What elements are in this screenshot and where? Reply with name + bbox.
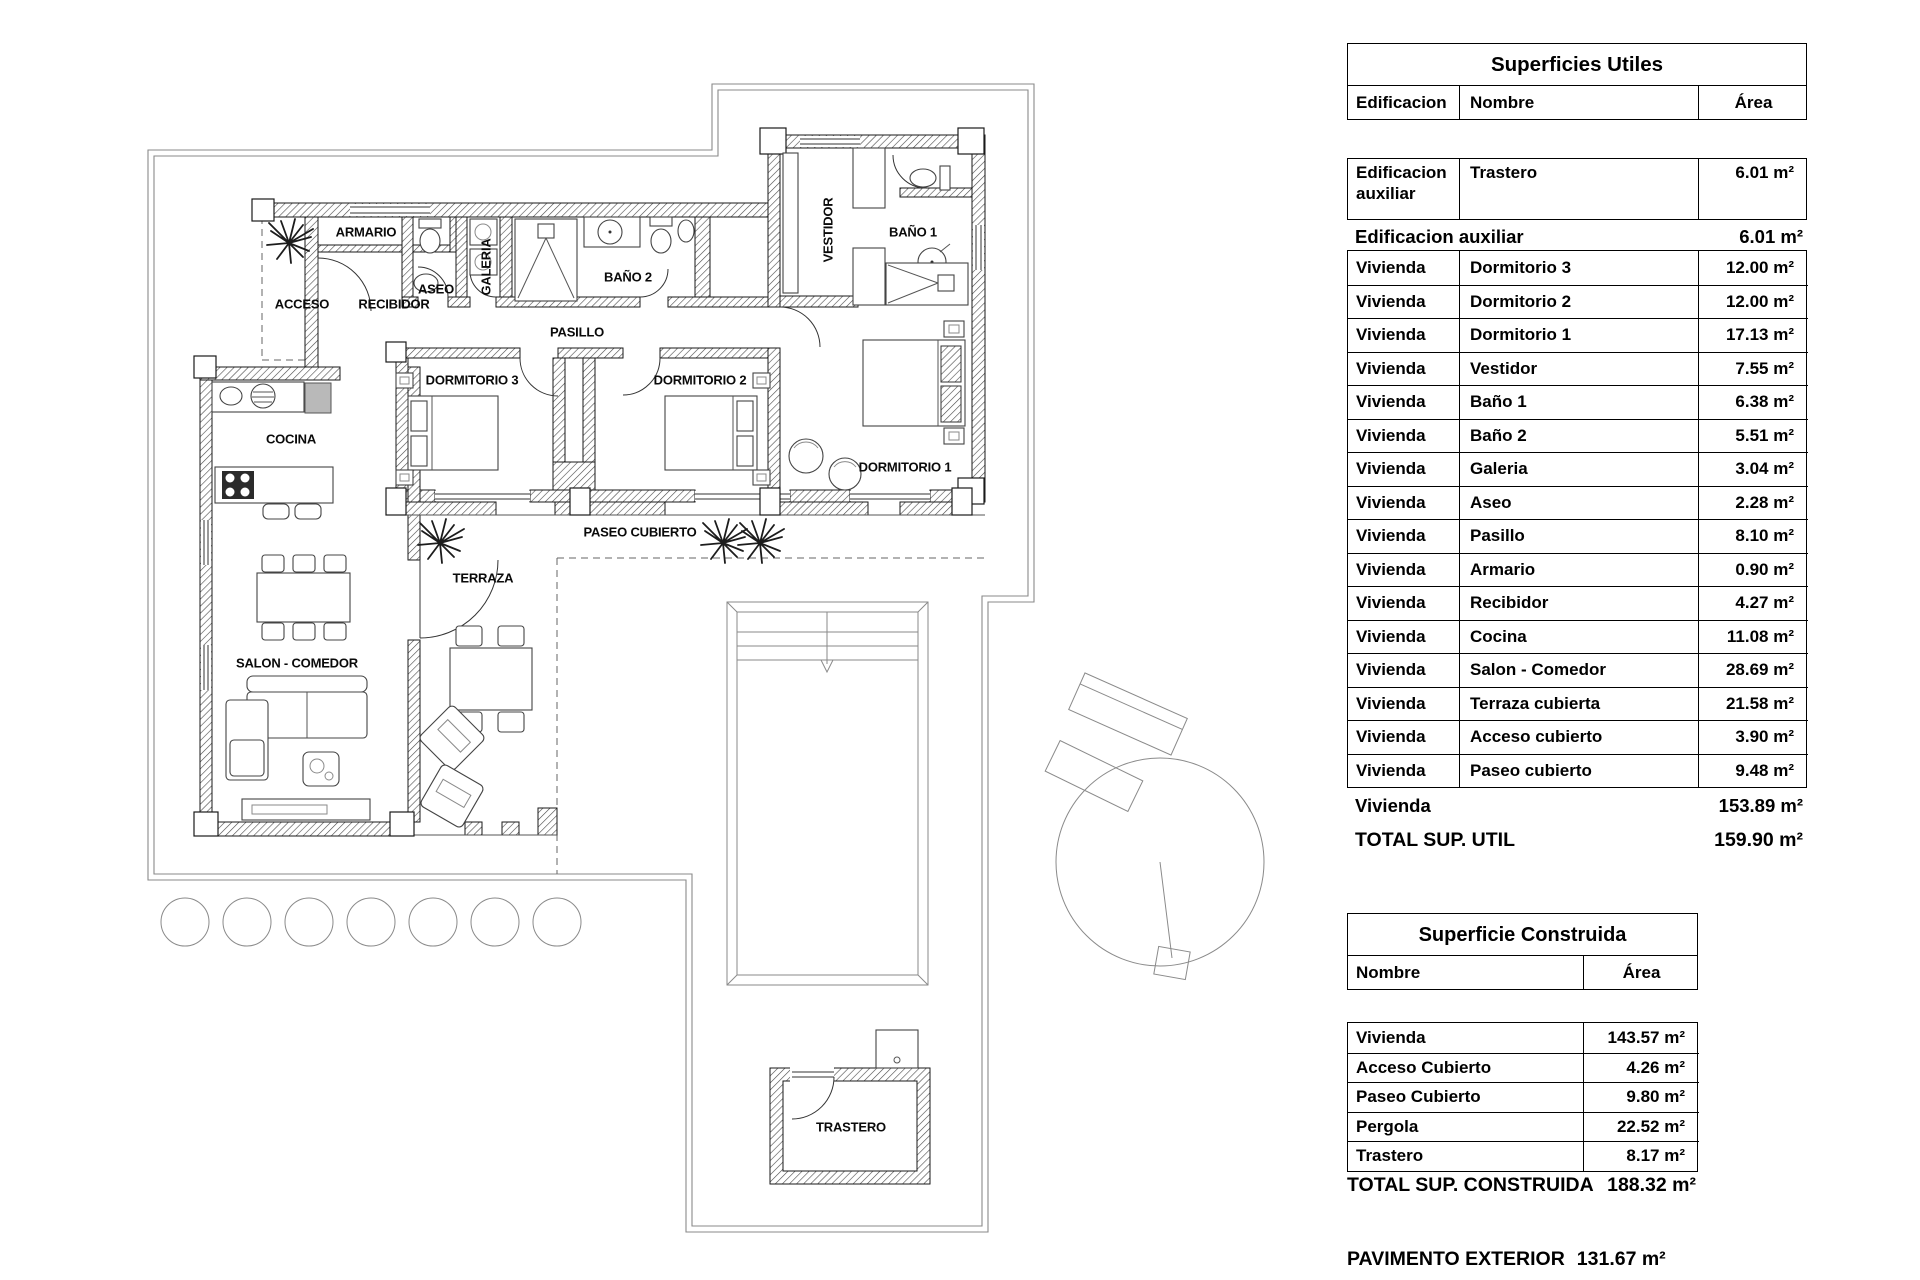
room-label-terraza: TERRAZA (452, 570, 514, 586)
row-nombre-cell: Aseo (1460, 486, 1699, 520)
room-label-recibidor: RECIBIDOR (358, 296, 430, 312)
trastero-building (770, 1030, 930, 1184)
landscaping-circles (161, 898, 581, 946)
row-area-cell: 5.51 m² (1699, 419, 1808, 453)
room-label-vestidor: VESTIDOR (820, 197, 836, 263)
row-edificacion-cell: Vivienda (1348, 486, 1460, 520)
total-sup-util-row (1347, 824, 1807, 856)
aux-building-row (1347, 158, 1807, 220)
row-area-cell: 8.10 m² (1699, 519, 1808, 553)
row-area-cell: 0.90 m² (1699, 553, 1808, 587)
total-sup-construida-area: 188.32 m² (1607, 1174, 1696, 1196)
row-nombre-cell: Baño 1 (1460, 385, 1699, 419)
column-header-edificacion: Edificacion (1348, 86, 1460, 119)
kitchen-furniture (212, 382, 333, 519)
aux-summary-label: Edificacion auxiliar (1355, 226, 1524, 247)
row-area-cell: 28.69 m² (1699, 653, 1808, 687)
pavimento-exterior-row (1347, 1248, 1666, 1271)
row-area-cell: 2.28 m² (1699, 486, 1808, 520)
room-label-bano2: BAÑO 2 (604, 269, 652, 285)
row-nombre-cell: Armario (1460, 553, 1699, 587)
room-label-acceso: ACCESO (274, 296, 330, 312)
room-label-pasillo: PASILLO (550, 324, 604, 340)
superficie-construida-table (1347, 913, 1698, 990)
construida-nombre-cell: Pergola (1348, 1112, 1584, 1142)
row-nombre-cell: Recibidor (1460, 586, 1699, 620)
row-edificacion-cell: Vivienda (1348, 653, 1460, 687)
row-edificacion-cell: Vivienda (1348, 553, 1460, 587)
room-label-trastero: TRASTERO (816, 1119, 886, 1135)
row-area-cell: 11.08 m² (1699, 620, 1808, 654)
construida-rows-table (1347, 1022, 1698, 1172)
row-edificacion-cell: Vivienda (1348, 419, 1460, 453)
room-label-paseo-cubierto: PASEO CUBIERTO (583, 524, 697, 540)
room-label-aseo: ASEO (417, 281, 455, 297)
pergola-parasol (1045, 673, 1264, 980)
construida-nombre-cell: Acceso Cubierto (1348, 1053, 1584, 1083)
row-edificacion-cell: Vivienda (1348, 586, 1460, 620)
total-sup-util-label: TOTAL SUP. UTIL (1355, 828, 1515, 851)
construida-area-cell: 9.80 m² (1584, 1082, 1699, 1112)
column-header-nombre: Nombre (1460, 86, 1699, 119)
pavimento-exterior-label: PAVIMENTO EXTERIOR (1347, 1248, 1565, 1270)
total-sup-util-area: 159.90 m² (1714, 828, 1803, 851)
row-edificacion-cell: Vivienda (1348, 318, 1460, 352)
aux-edificacion-cell: Edificacion auxiliar (1348, 159, 1460, 219)
zone-dashed-lines (262, 217, 985, 874)
room-label-galeria: GALERIA (478, 238, 494, 296)
row-area-cell: 3.04 m² (1699, 452, 1808, 486)
construida-area-cell: 143.57 m² (1607, 1027, 1685, 1047)
construida-area-cell: 22.52 m² (1584, 1112, 1699, 1142)
row-edificacion-cell: Vivienda (1348, 352, 1460, 386)
superficies-utiles-table (1347, 43, 1807, 120)
aux-summary-row (1347, 224, 1807, 250)
swimming-pool (727, 602, 928, 985)
row-nombre-cell: Salon - Comedor (1460, 653, 1699, 687)
room-label-dormitorio3: DORMITORIO 3 (425, 372, 519, 388)
superficies-utiles-title: Superficies Utiles (1348, 44, 1806, 86)
row-edificacion-cell: Vivienda (1348, 452, 1460, 486)
total-sup-construida-label: TOTAL SUP. CONSTRUIDA (1347, 1174, 1594, 1196)
row-nombre-cell: Paseo cubierto (1460, 754, 1699, 788)
row-edificacion-cell: Vivienda (1348, 519, 1460, 553)
row-nombre-cell: Dormitorio 2 (1460, 285, 1699, 319)
row-area-cell: 12.00 m² (1725, 257, 1794, 277)
room-label-armario: ARMARIO (335, 224, 397, 240)
row-edificacion-cell: Vivienda (1348, 620, 1460, 654)
row-edificacion-cell: Vivienda (1348, 251, 1460, 285)
construida-column-nombre: Nombre (1348, 956, 1584, 989)
row-edificacion-cell: Vivienda (1348, 720, 1460, 754)
aux-nombre-cell: Trastero (1460, 159, 1699, 219)
row-nombre-cell: Cocina (1460, 620, 1699, 654)
row-edificacion-cell: Vivienda (1348, 687, 1460, 721)
row-area-cell: 17.13 m² (1699, 318, 1808, 352)
row-edificacion-cell: Vivienda (1348, 754, 1460, 788)
construida-nombre-cell: Paseo Cubierto (1348, 1082, 1584, 1112)
column-header-area: Área (1734, 92, 1773, 112)
aux-summary-area: 6.01 m² (1739, 226, 1803, 247)
pavimento-exterior-area: 131.67 m² (1576, 1248, 1666, 1270)
room-label-dormitorio2: DORMITORIO 2 (653, 372, 747, 388)
room-label-bano1: BAÑO 1 (889, 224, 937, 240)
room-label-dormitorio1: DORMITORIO 1 (858, 459, 952, 475)
vivienda-rows-table (1347, 250, 1807, 788)
row-area-cell: 12.00 m² (1699, 285, 1808, 319)
superficie-construida-title: Superficie Construida (1348, 914, 1697, 956)
vivienda-summary-area: 153.89 m² (1718, 795, 1803, 816)
aux-area-cell: 6.01 m² (1735, 163, 1794, 182)
room-label-salon: SALON - COMEDOR (236, 655, 358, 671)
row-area-cell: 6.38 m² (1699, 385, 1808, 419)
living-dining-furniture (226, 555, 370, 820)
construida-nombre-cell: Trastero (1348, 1141, 1584, 1171)
row-edificacion-cell: Vivienda (1348, 385, 1460, 419)
row-nombre-cell: Vestidor (1460, 352, 1699, 386)
row-area-cell: 21.58 m² (1699, 687, 1808, 721)
vivienda-summary-label: Vivienda (1355, 795, 1431, 816)
row-area-cell: 3.90 m² (1699, 720, 1808, 754)
row-nombre-cell: Baño 2 (1460, 419, 1699, 453)
row-edificacion-cell: Vivienda (1348, 285, 1460, 319)
construida-nombre-cell: Vivienda (1348, 1023, 1584, 1053)
vivienda-summary-row (1347, 792, 1807, 820)
row-nombre-cell: Acceso cubierto (1460, 720, 1699, 754)
row-nombre-cell: Terraza cubierta (1460, 687, 1699, 721)
row-area-cell: 4.27 m² (1699, 586, 1808, 620)
construida-area-cell: 4.26 m² (1584, 1053, 1699, 1083)
terrace-furniture (418, 626, 532, 829)
room-label-cocina: COCINA (265, 431, 317, 447)
row-area-cell: 7.55 m² (1699, 352, 1808, 386)
construida-area-cell: 8.17 m² (1584, 1141, 1699, 1171)
row-nombre-cell: Dormitorio 1 (1460, 318, 1699, 352)
construida-column-area: Área (1622, 962, 1661, 982)
row-area-cell: 9.48 m² (1699, 754, 1808, 788)
row-nombre-cell: Pasillo (1460, 519, 1699, 553)
row-nombre-cell: Dormitorio 3 (1460, 251, 1699, 285)
row-nombre-cell: Galeria (1460, 452, 1699, 486)
total-sup-construida-row (1347, 1174, 1698, 1197)
